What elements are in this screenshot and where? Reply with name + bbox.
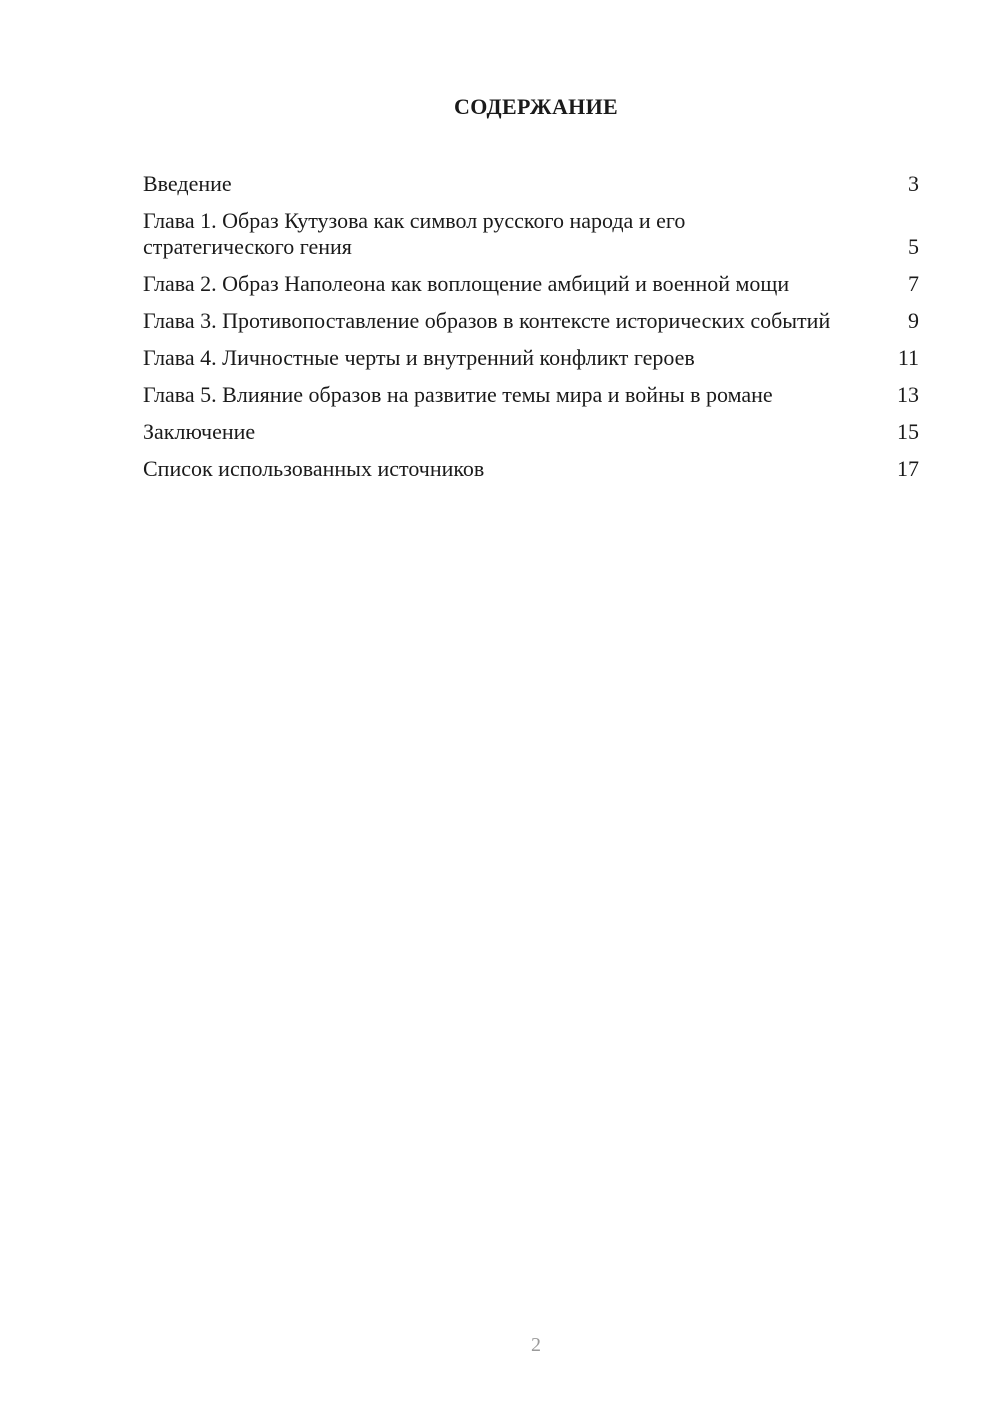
toc-entry-page: 17: [897, 456, 919, 481]
toc-entry-title: Глава 1. Образ Кутузова как символ русского народа и его стратегического гения: [143, 208, 686, 259]
toc-entry-title: Список использованных источников: [143, 456, 485, 481]
toc-entry-chapter-1[interactable]: [143, 208, 919, 260]
toc-entry-chapter-4[interactable]: [143, 345, 919, 371]
toc-entry-title: Глава 2. Образ Наполеона как воплощение амбиций и военной мощи: [143, 271, 790, 296]
toc-entry-title: Глава 3. Противопоставление образов в контексте исторических событий: [143, 308, 831, 333]
toc-entry-page: 15: [897, 419, 919, 444]
toc-entry-page: 11: [897, 345, 919, 370]
toc-entry-page: 13: [897, 382, 919, 407]
toc-entry-chapter-5[interactable]: [143, 382, 919, 408]
toc-entry-title: Глава 4. Личностные черты и внутренний конфликт героев: [143, 345, 695, 370]
toc-entry-conclusion[interactable]: [143, 419, 919, 445]
page-number: 2: [531, 1334, 541, 1356]
toc-entry-page: 3: [908, 171, 919, 196]
toc-entry-page: 9: [908, 308, 919, 333]
page-title: СОДЕРЖАНИЕ: [454, 94, 618, 119]
toc-entry-bibliography[interactable]: [143, 456, 919, 482]
table-of-contents: [143, 171, 919, 493]
toc-entry-chapter-2[interactable]: [143, 271, 919, 297]
toc-entry-title: Заключение: [143, 419, 256, 444]
toc-entry-chapter-3[interactable]: [143, 308, 919, 334]
toc-entry-title: Глава 5. Влияние образов на развитие темы мира и войны в романе: [143, 382, 773, 407]
toc-entry-introduction[interactable]: [143, 171, 919, 197]
toc-entry-page: 7: [908, 271, 919, 296]
toc-entry-title: Введение: [143, 171, 232, 196]
toc-entry-page: 5: [908, 234, 919, 259]
